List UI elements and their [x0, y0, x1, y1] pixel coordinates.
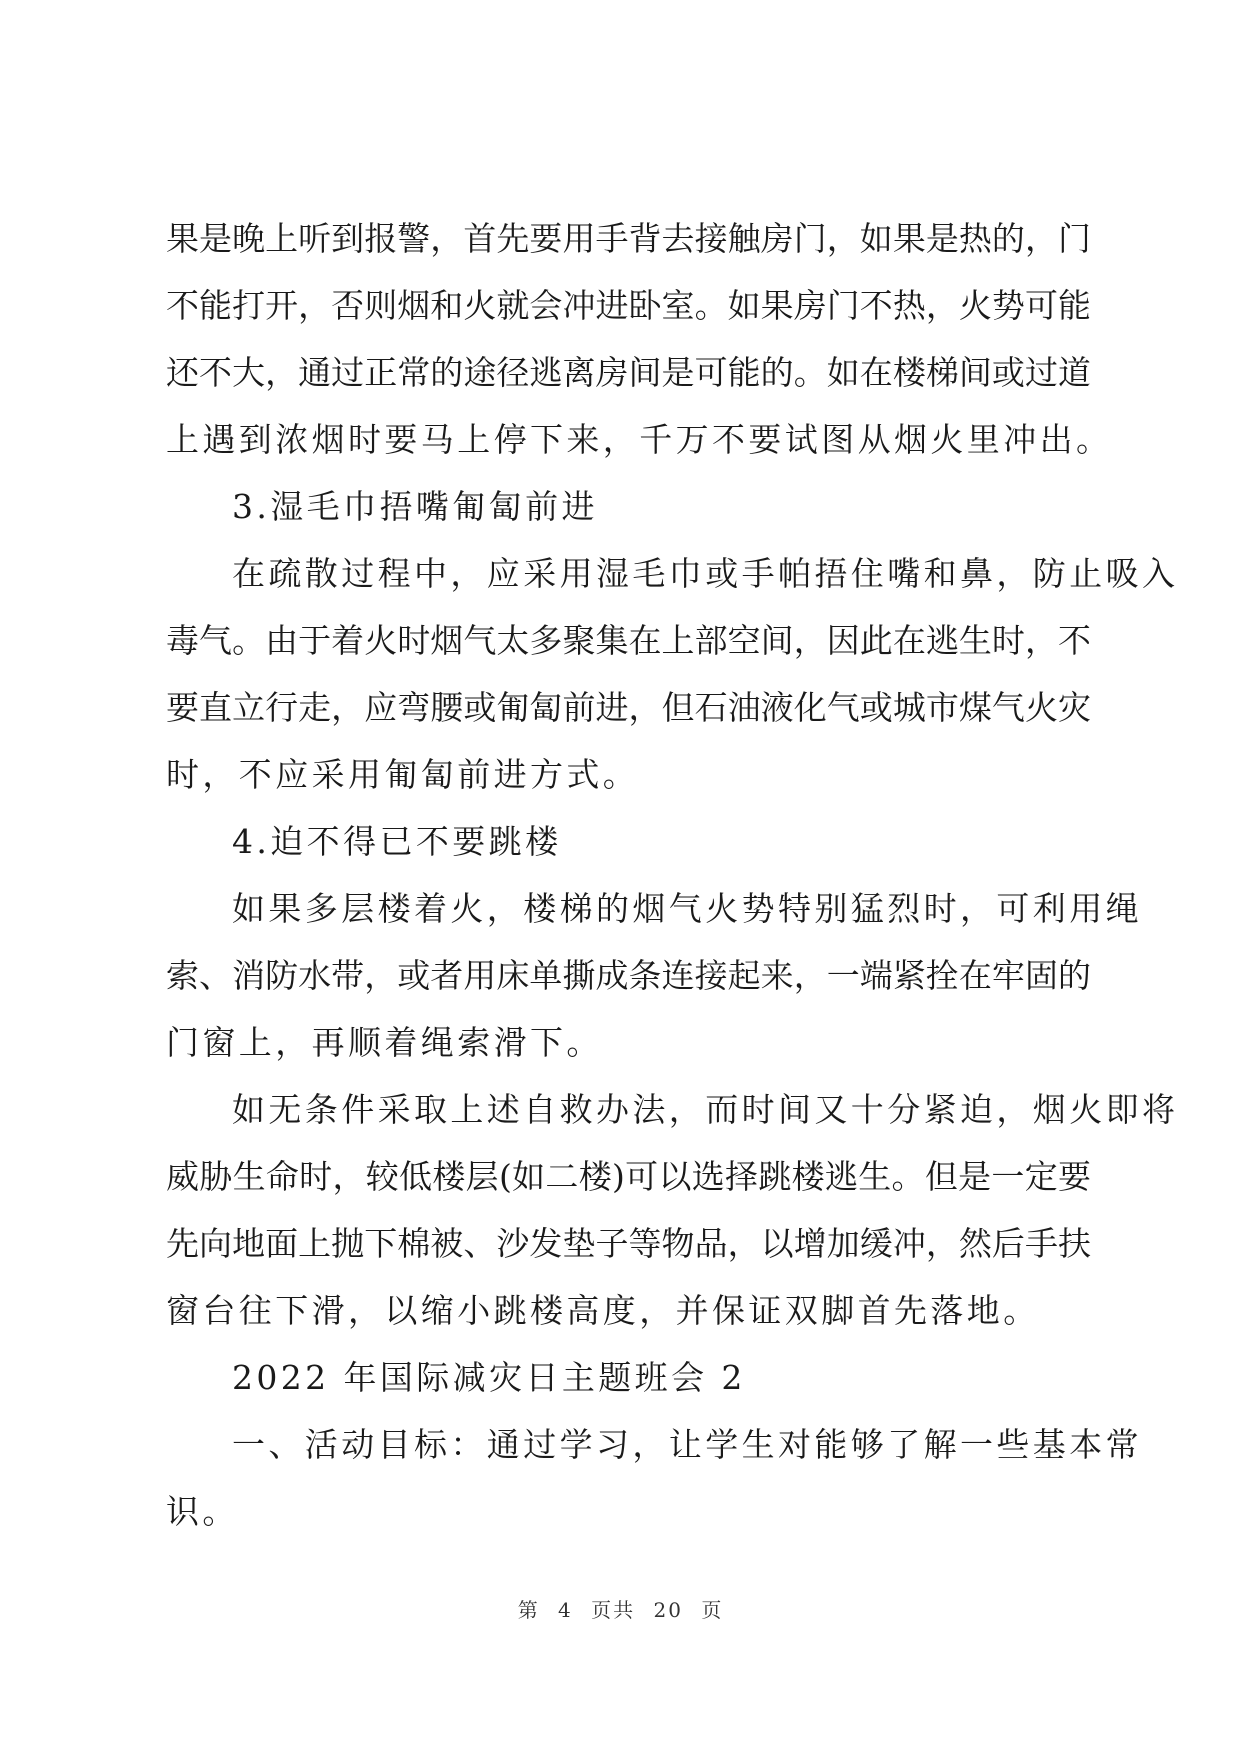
section-heading: 4.迫不得已不要跳楼	[232, 822, 562, 861]
text-line: 时，不应采用匍匐前进方式。	[166, 755, 640, 794]
section-heading: 3.湿毛巾捂嘴匍匐前进	[232, 487, 598, 526]
text-line: 识。	[166, 1492, 239, 1531]
footer-prefix: 第	[517, 1598, 540, 1622]
text-line: 一、活动目标：通过学习，让学生对能够了解一些基本常	[232, 1425, 1142, 1464]
text-line: 门窗上，再顺着绳索滑下。	[166, 1023, 603, 1062]
text-line: 果是晚上听到报警，首先要用手背去接触房门，如果是热的，门	[166, 219, 1091, 258]
section-heading: 2022 年国际减灾日主题班会 2	[232, 1358, 746, 1397]
text-line: 窗台往下滑，以缩小跳楼高度，并保证双脚首先落地。	[166, 1291, 1040, 1330]
text-line: 先向地面上抛下棉被、沙发垫子等物品，以增加缓冲，然后手扶	[166, 1224, 1091, 1263]
text-line: 如无条件采取上述自救办法，而时间又十分紧迫，烟火即将	[232, 1090, 1179, 1129]
text-line: 在疏散过程中，应采用湿毛巾或手帕捂住嘴和鼻，防止吸入	[232, 554, 1179, 593]
text-line: 上遇到浓烟时要马上停下来，千万不要试图从烟火里冲出。	[166, 420, 1113, 459]
text-line: 如果多层楼着火，楼梯的烟气火势特别猛烈时，可利用绳	[232, 889, 1142, 928]
footer-current-page: 4	[558, 1598, 573, 1622]
text-line: 不能打开，否则烟和火就会冲进卧室。如果房门不热，火势可能	[166, 286, 1091, 325]
text-line: 还不大，通过正常的途径逃离房间是可能的。如在楼梯间或过道	[166, 353, 1091, 392]
text-line: 索、消防水带，或者用床单撕成条连接起来，一端紧拴在牢固的	[166, 956, 1091, 995]
text-line: 毒气。由于着火时烟气太多聚集在上部空间，因此在逃生时，不	[166, 621, 1091, 660]
footer-middle: 页共	[591, 1598, 636, 1622]
text-line: 威胁生命时，较低楼层(如二楼)可以选择跳楼逃生。但是一定要	[166, 1157, 1091, 1196]
page-footer	[0, 1594, 1241, 1623]
footer-total-pages: 20	[653, 1598, 683, 1622]
document-body	[166, 219, 1179, 1564]
text-line: 要直立行走，应弯腰或匍匐前进，但石油液化气或城市煤气火灾	[166, 688, 1091, 727]
footer-suffix: 页	[701, 1598, 724, 1622]
